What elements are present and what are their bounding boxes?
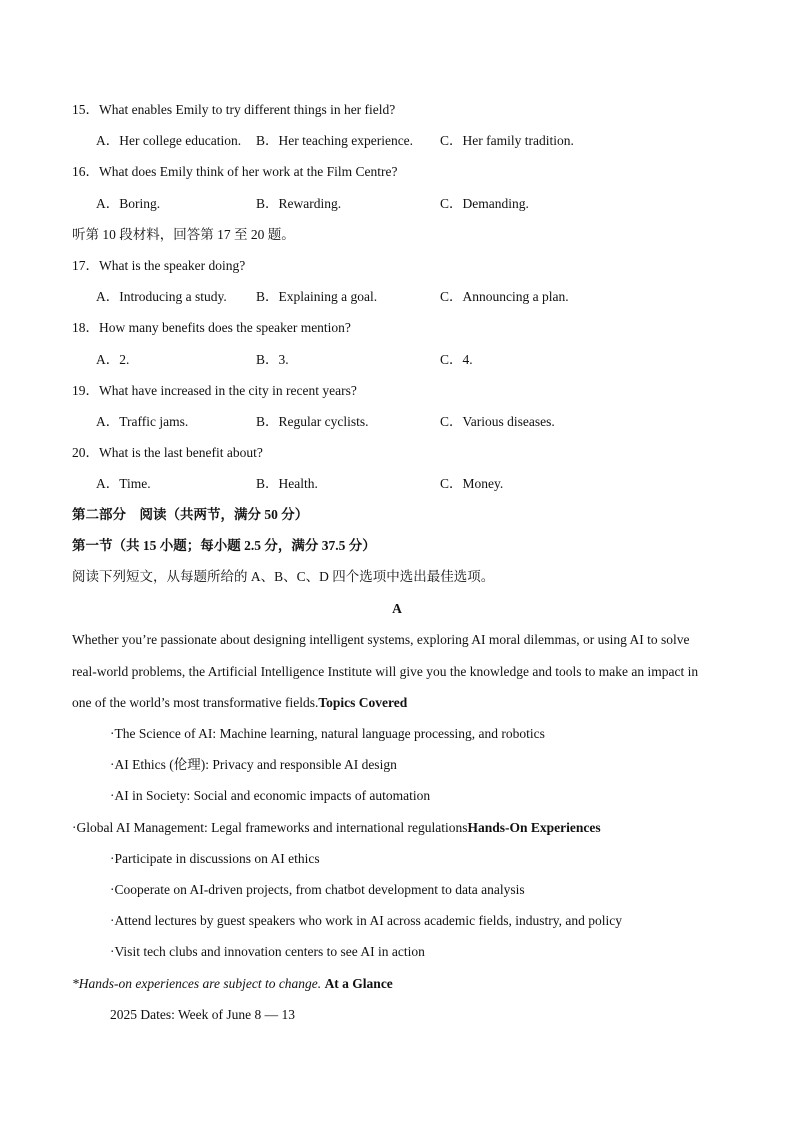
passage-label: A: [392, 601, 402, 616]
glance-heading: At a Glance: [324, 976, 393, 991]
hands-on-heading: Hands-On Experiences: [467, 820, 601, 835]
topic-item-global: ·Global AI Management: Legal frameworks and international regulations: [72, 820, 468, 835]
question-15: 15．What enables Emily to try different things in her field?: [72, 102, 396, 117]
intro-line-1: Whether you’re passionate about designing intelligent systems, exploring AI moral dilemmas, or using AI to solve: [72, 632, 690, 647]
intro-line-3-row: [72, 695, 407, 711]
section-heading: 第二部分 阅读（共两节，满分 50 分）: [72, 507, 309, 522]
dates-line: 2025 Dates: Week of June 8 — 13: [110, 1007, 296, 1022]
question-18-option-a: A．2.: [96, 352, 130, 367]
question-19-option-c: C．Various diseases.: [440, 414, 555, 429]
question-17-option-a: A．Introducing a study.: [96, 289, 227, 304]
topic-item-society: ·AI in Society: Social and economic impacts of automation: [110, 788, 431, 803]
question-20-option-a: A．Time.: [96, 476, 151, 491]
question-15-option-b: B．Her teaching experience.: [256, 133, 414, 148]
question-20: 20．What is the last benefit about?: [72, 445, 263, 460]
question-20-option-c: C．Money.: [440, 476, 504, 491]
hands-on-item-visits: ·Visit tech clubs and innovation centers to see AI in action: [110, 944, 425, 959]
question-18-option-c: C．4.: [440, 352, 473, 367]
intro-line-3: one of the world’s most transformative fields.: [72, 695, 319, 710]
question-20-option-b: B．Health.: [256, 476, 318, 491]
hands-on-item-projects: ·Cooperate on AI-driven projects, from chatbot development to data analysis: [110, 882, 525, 897]
question-16-option-c: C．Demanding.: [440, 196, 529, 211]
question-19-option-b: B．Regular cyclists.: [256, 414, 369, 429]
global-item-row: [72, 820, 601, 836]
question-15-option-c: C．Her family tradition.: [440, 133, 574, 148]
question-18: 18．How many benefits does the speaker mention?: [72, 320, 351, 335]
hands-on-item-discussions: ·Participate in discussions on AI ethics: [110, 851, 320, 866]
question-18-option-b: B．3.: [256, 352, 289, 367]
reading-instruction: 阅读下列短文，从每题所给的 A、B、C、D 四个选项中选出最佳选项。: [72, 569, 495, 584]
question-17-option-c: C．Announcing a plan.: [440, 289, 569, 304]
question-17-option-b: B．Explaining a goal.: [256, 289, 378, 304]
question-19: 19．What have increased in the city in recent years?: [72, 383, 357, 398]
hands-on-note: *Hands-on experiences are subject to change.: [72, 976, 322, 991]
question-15-option-a: A．Her college education.: [96, 133, 242, 148]
hands-on-item-lectures: ·Attend lectures by guest speakers who work in AI across academic fields, industry, and policy: [110, 913, 622, 928]
topic-item-science: ·The Science of AI: Machine learning, natural language processing, and robotics: [110, 726, 545, 741]
question-17: 17．What is the speaker doing?: [72, 258, 246, 273]
topics-heading: Topics Covered: [318, 695, 408, 710]
intro-line-2: real-world problems, the Artificial Intelligence Institute will give you the knowledge and tools to make an impact in: [72, 664, 699, 679]
topic-item-ethics: ·AI Ethics (伦理): Privacy and responsible AI design: [110, 757, 397, 772]
question-16-option-a: A．Boring.: [96, 196, 161, 211]
question-16: 16．What does Emily think of her work at the Film Centre?: [72, 164, 398, 179]
question-16-option-b: B．Rewarding.: [256, 196, 342, 211]
question-19-option-a: A．Traffic jams.: [96, 414, 189, 429]
note-row: [72, 976, 393, 992]
listening-instruction: 听第 10 段材料，回答第 17 至 20 题。: [72, 227, 295, 242]
subsection-heading: 第一节（共 15 小题；每小题 2.5 分，满分 37.5 分）: [72, 538, 376, 553]
